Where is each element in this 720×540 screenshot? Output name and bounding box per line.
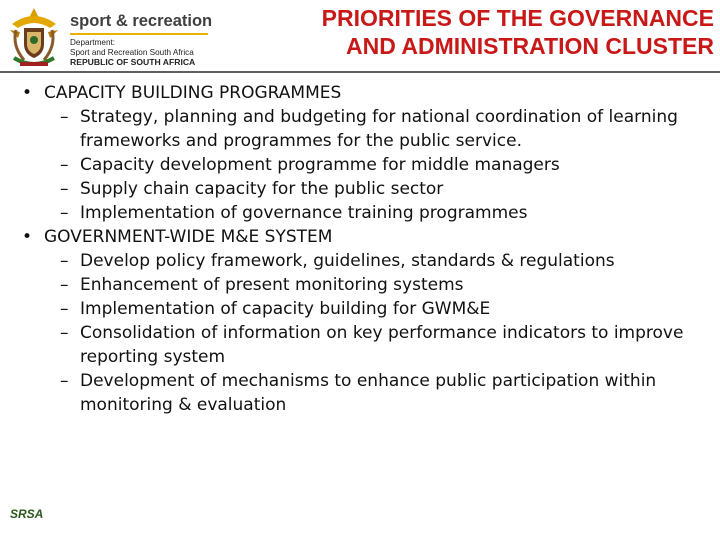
section-heading <box>22 225 712 249</box>
list-item <box>22 153 712 177</box>
list-item <box>22 249 712 273</box>
list-item-text: Supply chain capacity for the public sector <box>80 179 444 199</box>
header-divider <box>0 71 720 73</box>
logo-rule <box>70 33 208 35</box>
slide-content <box>22 81 712 417</box>
list-item <box>22 321 712 369</box>
list-item-text: Consolidation of information on key performance indicators to improve reporting system <box>80 323 684 367</box>
list-item-text: Implementation of governance training programmes <box>80 203 528 223</box>
bullet-icon: • <box>22 227 33 247</box>
dash-icon: – <box>60 107 69 127</box>
list-item <box>22 105 712 153</box>
sport-recreation-logo <box>6 4 213 68</box>
logo-country: REPUBLIC OF SOUTH AFRICA <box>70 57 196 67</box>
dash-icon: – <box>60 275 69 295</box>
list-item-text: Strategy, planning and budgeting for national coordination of learning frameworks and programmes for the public service. <box>80 107 678 151</box>
dash-icon: – <box>60 203 69 223</box>
dash-icon: – <box>60 251 69 271</box>
section-heading-text: CAPACITY BUILDING PROGRAMMES <box>44 83 342 103</box>
list-item <box>22 297 712 321</box>
list-item-text: Capacity development programme for middle managers <box>80 155 560 175</box>
dash-icon: – <box>60 179 69 199</box>
dash-icon: – <box>60 299 69 319</box>
list-item-text: Enhancement of present monitoring systems <box>80 275 464 295</box>
list-item-text: Develop policy framework, guidelines, standards & regulations <box>80 251 615 271</box>
slide-title <box>244 4 714 60</box>
logo-department-name: Sport and Recreation South Africa <box>70 47 194 57</box>
dash-icon: – <box>60 323 69 343</box>
bullet-icon: • <box>22 83 33 103</box>
list-item <box>22 369 712 417</box>
footer-label: SRSA <box>10 507 44 521</box>
list-item <box>22 273 712 297</box>
logo-department-label: Department: <box>70 38 116 47</box>
dash-icon: – <box>60 155 69 175</box>
list-item <box>22 177 712 201</box>
slide-title-line-1: PRIORITIES OF THE GOVERNANCE <box>321 5 714 31</box>
list-item-text: Development of mechanisms to enhance public participation within monitoring & evaluation <box>80 371 657 415</box>
coat-of-arms-icon <box>6 6 62 68</box>
list-item-text: Implementation of capacity building for GWM&E <box>80 299 491 319</box>
dash-icon: – <box>60 371 69 391</box>
logo-name: sport & recreation <box>70 12 213 30</box>
section-heading <box>22 81 712 105</box>
slide-title-line-2: AND ADMINISTRATION CLUSTER <box>346 33 714 59</box>
section-heading-text: GOVERNMENT-WIDE M&E SYSTEM <box>44 227 333 247</box>
list-item <box>22 201 712 225</box>
